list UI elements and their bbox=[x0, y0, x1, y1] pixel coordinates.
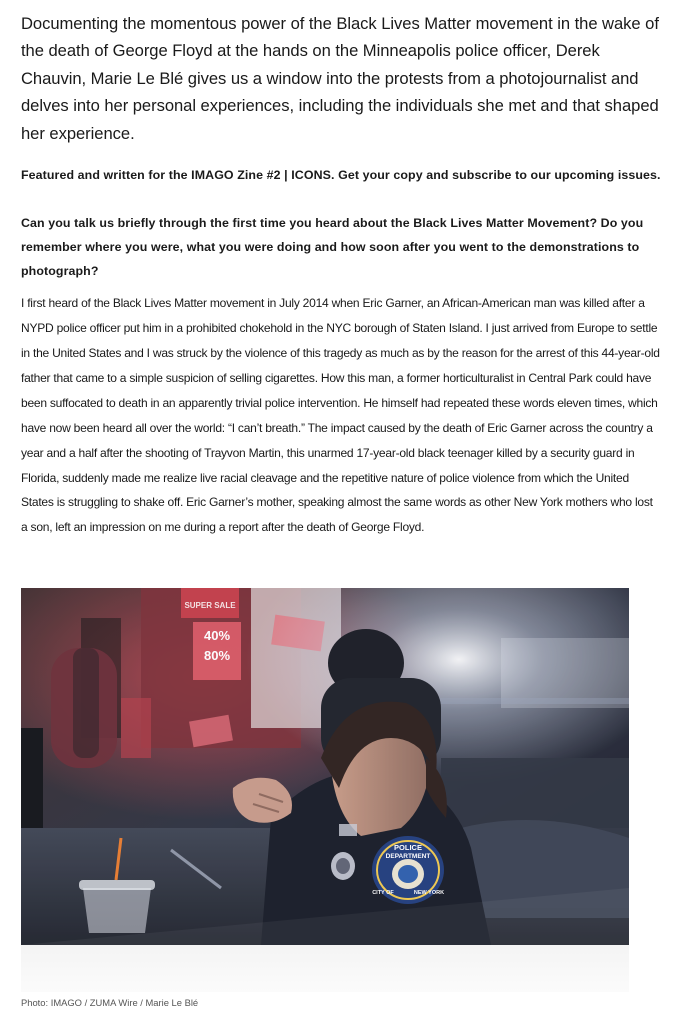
photo-caption: Photo: IMAGO / ZUMA Wire / Marie Le Blé bbox=[21, 997, 199, 1008]
article-body bbox=[21, 10, 661, 540]
patch-line-4: NEW YORK bbox=[413, 890, 445, 896]
article-intro: Documenting the momentous power of the Black Lives Matter movement in the wake of the death of George Floyd at the hands on the Minneapolis police officer, Derek Chauvin, Marie Le Blé gives us a window into the protests from a photojournalist and delves into her personal experiences, including the individuals she met and that shaped her experience. bbox=[21, 14, 659, 143]
interview-question: Can you talk us briefly through the first time you heard about the Black Lives Matter Movement? Do you remember where you were, what you were doing and how soon after you went to the demonstrations to photograph? bbox=[21, 215, 644, 279]
featured-note: Featured and written for the IMAGO Zine #2 | ICONS. Get your copy and subscribe to our upcoming issues. bbox=[21, 168, 661, 183]
patch-line-2: DEPARTMENT bbox=[385, 853, 431, 860]
patch-line-3: CITY OF bbox=[372, 890, 394, 896]
interview-answer: I first heard of the Black Lives Matter movement in July 2014 when Eric Garner, an African-American man was killed after a NYPD police officer put him in a prohibited chokehold in the NYC borough of Staten Island. I just arrived from Europe to settle in the United States and I was struck by the violence of this tragedy as much as by the reason for the arrest of this 44-year-old father that came to a simple suspicion of selling cigarettes. How this man, a former horticulturalist in Central Park could have been suffocated to death in an apparently trivial police intervention. He himself had repeated these words eleven times, which have now been heard all over the world: “I can’t breath.” The impact caused by the death of Eric Garner across the country a year and a half after the shooting of Trayvon Martin, this unarmed 17-year-old black teenager killed by a security guard in Florida, suddenly made me realize live racial cleavage and the repetitive nature of police violence from which the United States is struggling to shake off. Eric Garner’s mother, speaking almost the same words as other New York mothers who lost a son, left an impression on me during a report after the death of George Floyd. bbox=[21, 296, 660, 535]
patch-line-1: POLICE bbox=[394, 843, 422, 852]
article-photo bbox=[21, 588, 629, 992]
police-officer-photo bbox=[21, 588, 629, 945]
